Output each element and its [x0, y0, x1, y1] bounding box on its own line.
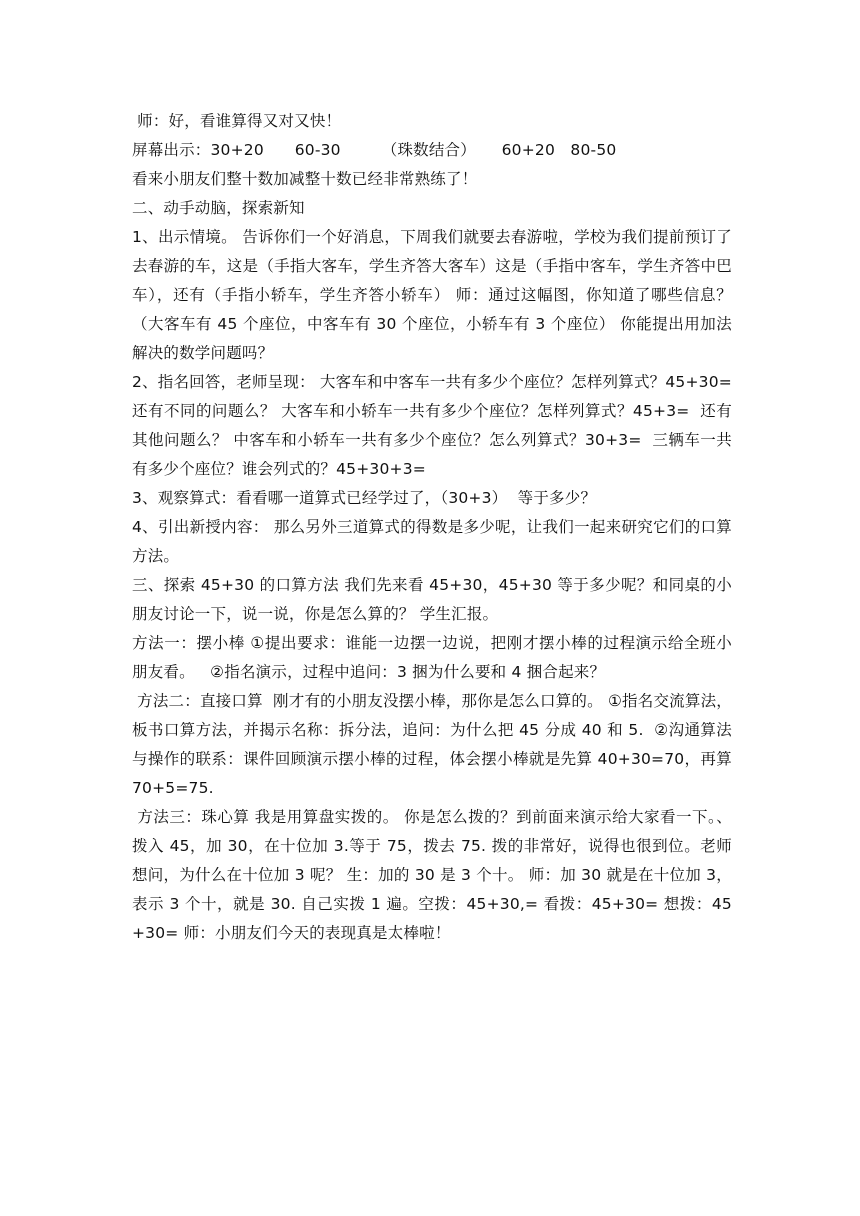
method-1-paragraph: 方法一：摆小棒 ①提出要求：谁能一边摆一边说，把刚才摆小棒的过程演示给全班小朋友看。 ②指名演示，过程中追问：3 捆为什么要和 4 捆合起来？	[132, 634, 732, 681]
step-3-paragraph: 3、观察算式：看看哪一道算式已经学过了，（30+3） 等于多少？	[132, 489, 597, 507]
teacher-remark: 师：好，看谁算得又对又快！	[132, 112, 342, 130]
section-heading-3-paragraph: 三、探索 45+30 的口算方法 我们先来看 45+30，45+30 等于多少呢？和同桌的小朋友讨论一下，说一说，你是怎么算的？ 学生汇报。	[132, 576, 732, 623]
screen-display-line: 屏幕出示：30+20 60-30 （珠数结合） 60+20 80-50	[132, 141, 617, 159]
step-2-paragraph: 2、指名回答，老师呈现： 大客车和中客车一共有多少个座位？怎样列算式？45+30= 还有不同的问题么？ 大客车和小轿车一共有多少个座位？怎样列算式？45+3= 还有其他问题么？ 中客车和小轿车一共有多少个座位？怎么列算式？30+3= 三辆车一共有多少个座位？谁会列式的？45+30+3=	[132, 373, 743, 478]
method-2-paragraph: 方法二：直接口算 刚才有的小朋友没摆小棒，那你是怎么口算的。 ①指名交流算法，板书口算方法，并揭示名称：拆分法，追问：为什么把 45 分成 40 和 5. ②沟通算法与操作的联系：课件回顾演示摆小棒的过程，体会摆小棒就是先算 40+30=70，再算 70+5=75.	[132, 692, 738, 797]
step-1-paragraph: 1、出示情境。 告诉你们一个好消息，下周我们就要去春游啦，学校为我们提前预订了去春游的车，这是（手指大客车，学生齐答大客车）这是（手指中客车，学生齐答中巴车），还有（手指小轿车，学生齐答小轿车） 师：通过这幅图，你知道了哪些信息？（大客车有 45 个座位，中客车有 30 个座位，小轿车有 3 个座位） 你能提出用加法解决的数学问题吗？	[132, 228, 732, 362]
method-3-paragraph: 方法三：珠心算 我是用算盘实拨的。 你是怎么拨的？到前面来演示给大家看一下。、 拨入 45，加 30，在十位加 3.等于 75，拨去 75. 拨的非常好，说得也很到位。老师想问，为什么在十位加 3 呢？ 生：加的 30 是 3 个十。 师：加 30 就是在十位加 3，表示 3 个十，就是 30. 自己实拨 1 遍。空拨：45+30,= 看拨：45+30= 想拨：45+30= 师：小朋友们今天的表现真是太棒啦！	[132, 808, 738, 942]
summary-remark: 看来小朋友们整十数加减整十数已经非常熟练了！	[132, 170, 478, 188]
step-4-paragraph: 4、引出新授内容： 那么另外三道算式的得数是多少呢，让我们一起来研究它们的口算方法。	[132, 518, 732, 565]
document-body	[132, 107, 743, 948]
section-heading-2: 二、动手动脑，探索新知	[132, 199, 305, 217]
